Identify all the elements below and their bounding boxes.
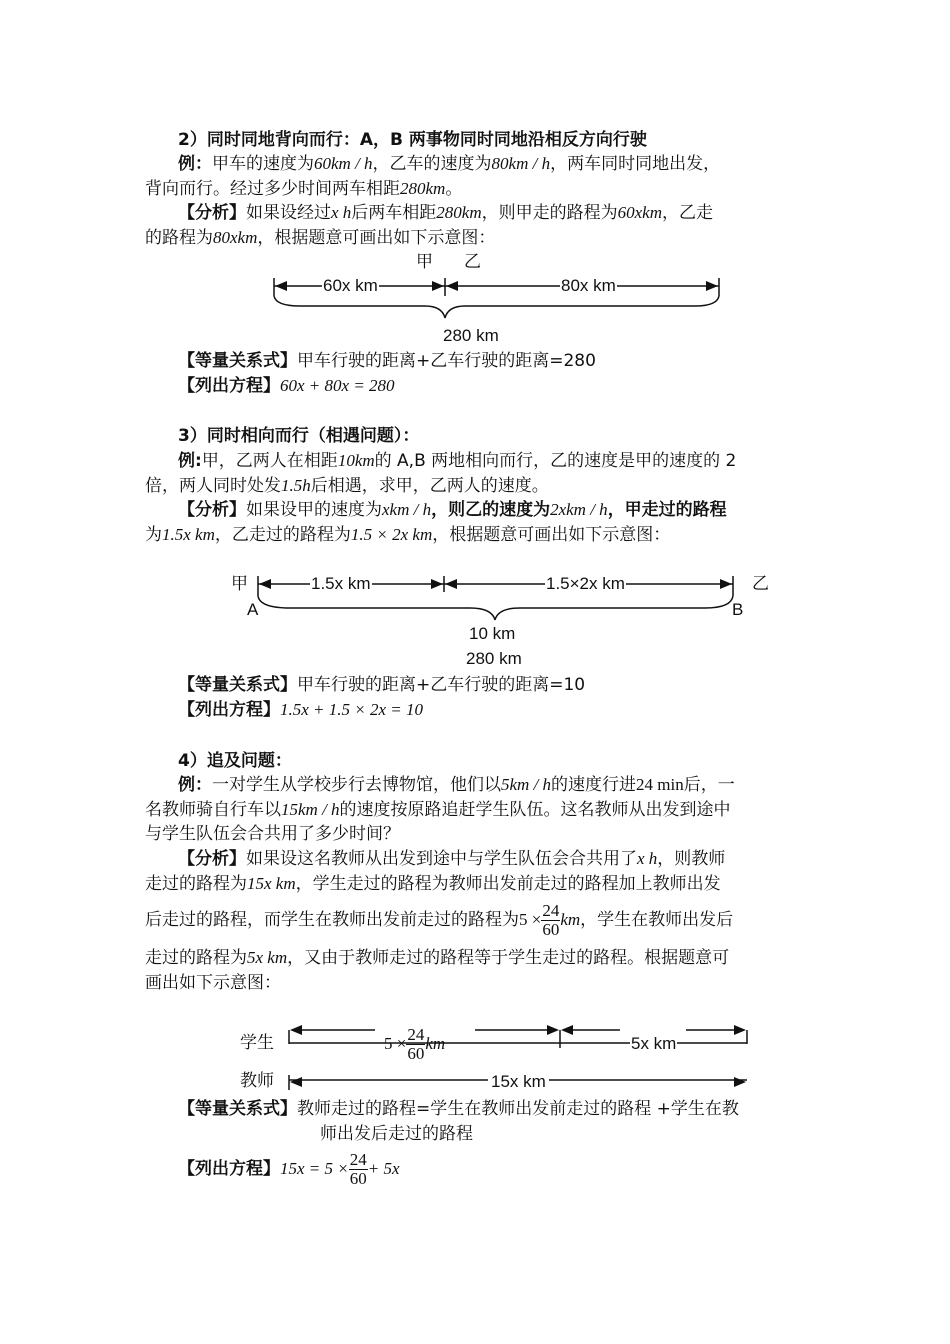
section3-equation: 【列出方程】1.5x + 1.5 × 2x = 10 — [178, 700, 424, 720]
diagram1-total-distance: 280 km — [443, 326, 499, 345]
diagram3-label-teacher: 教师 — [240, 1071, 274, 1091]
section4-analysis-line3: 后走过的路程，而学生在教师出发前走过的路程为5 × $\frac{24}{60}$ km，学生在教师出发后 — [145, 900, 734, 939]
diagram1-label-jia: 甲 — [416, 252, 433, 272]
fraction-24-60: $\frac{24}{60}$ — [542, 900, 560, 939]
section3-analysis-line2: 为1.5x km，乙走过的路程为1.5 × 2x km，根据题意可画出如下示意图： — [145, 525, 671, 545]
section3-example-line2: 倍，两人同时处发1.5h后相遇，求甲，乙两人的速度。 — [145, 476, 549, 496]
section2-title: 2）同时同地背向而行：A，B 两事物同时同地沿相反方向行驶 — [178, 130, 647, 150]
diagram2-label-yi: 乙 — [752, 574, 769, 594]
diagram2-total-distance-2: 280 km — [466, 649, 522, 668]
diagram2-label-A: A — [247, 600, 259, 619]
section4-title: 4）追及问题： — [178, 751, 292, 771]
diagram2-total-distance: 10 km — [469, 624, 516, 643]
section4-analysis-line2: 走过的路程为15x km，学生走过的路程为教师出发前走过的路程加上教师出发 — [145, 874, 721, 894]
section3-example-line1: 例:甲，乙两人在相距10km的 A,B 两地相向而行，乙的速度是甲的速度的 2 — [178, 451, 737, 471]
section4-example-line3: 与学生队伍会合共用了多少时间？ — [145, 824, 400, 844]
section2-equation: 【列出方程】60x + 80x = 280 — [178, 376, 395, 396]
section2-example-line2: 背向而行。经过多少时间两车相距280km。 — [145, 179, 463, 199]
section4-example-line2: 名教师骑自行车以15km / h的速度按原路追赶学生队伍。这名教师从出发到途中 — [145, 800, 731, 820]
section3-title: 3）同时相向而行（相遇问题）： — [178, 426, 420, 446]
diagram2-left-distance: 1.5x km — [311, 574, 371, 593]
diagram3-student-left-distance: 5 × $\frac{24}{60}$ km — [384, 1024, 446, 1063]
diagram3-student-right-distance: 5x km — [631, 1034, 677, 1053]
section3-equivalence: 【等量关系式】甲车行驶的距离+乙车行驶的距离=10 — [178, 675, 586, 695]
section4-analysis-line1: 【分析】如果设这名教师从出发到途中与学生队伍会合共用了x h，则教师 — [178, 849, 726, 869]
section2-analysis-line1: 【分析】如果设经过x h后两车相距280km，则甲走的路程为60xkm，乙走 — [178, 203, 713, 223]
diagram2-right-distance: 1.5×2x km — [546, 574, 625, 593]
diagram2-label-B: B — [732, 600, 744, 619]
section4-example-line1: 例：一对学生从学校步行去博物馆，他们以5km / h的速度行进24 min后，一 — [178, 775, 735, 795]
section2-equivalence: 【等量关系式】甲车行驶的距离+乙车行驶的距离=280 — [178, 351, 596, 371]
section4-equivalence: 【等量关系式】教师走过的路程=学生在教师出发前走过的路程 +学生在教 — [178, 1099, 739, 1119]
diagram3-label-student: 学生 — [240, 1033, 274, 1053]
diagram2-label-jia: 甲 — [231, 574, 248, 594]
section4-equation: 【列出方程】15x = 5 × $\frac{24}{60}$ + 5x — [178, 1149, 400, 1188]
diagram1-label-yi: 乙 — [464, 252, 481, 272]
section4-analysis-line5: 画出如下示意图： — [145, 973, 281, 993]
section4-analysis-line4: 走过的路程为5x km，又由于教师走过的路程等于学生走过的路程。根据题意可 — [145, 948, 730, 968]
diagram1-right-distance: 80x km — [561, 276, 616, 295]
diagram1-left-distance: 60x km — [323, 276, 378, 295]
section2-example-line1: 例：甲车的速度为60km / h，乙车的速度为80km / h，两车同时同地出发， — [178, 154, 721, 174]
diagram3-teacher-distance: 15x km — [488, 1072, 549, 1092]
section3-analysis-line1: 【分析】如果设甲的速度为xkm / h，则乙的速度为2xkm / h，甲走过的路程 — [178, 500, 727, 520]
section4-equivalence-line2: 师出发后走过的路程 — [320, 1124, 473, 1144]
section2-analysis-line2: 的路程为80xkm，根据题意可画出如下示意图： — [145, 228, 496, 248]
